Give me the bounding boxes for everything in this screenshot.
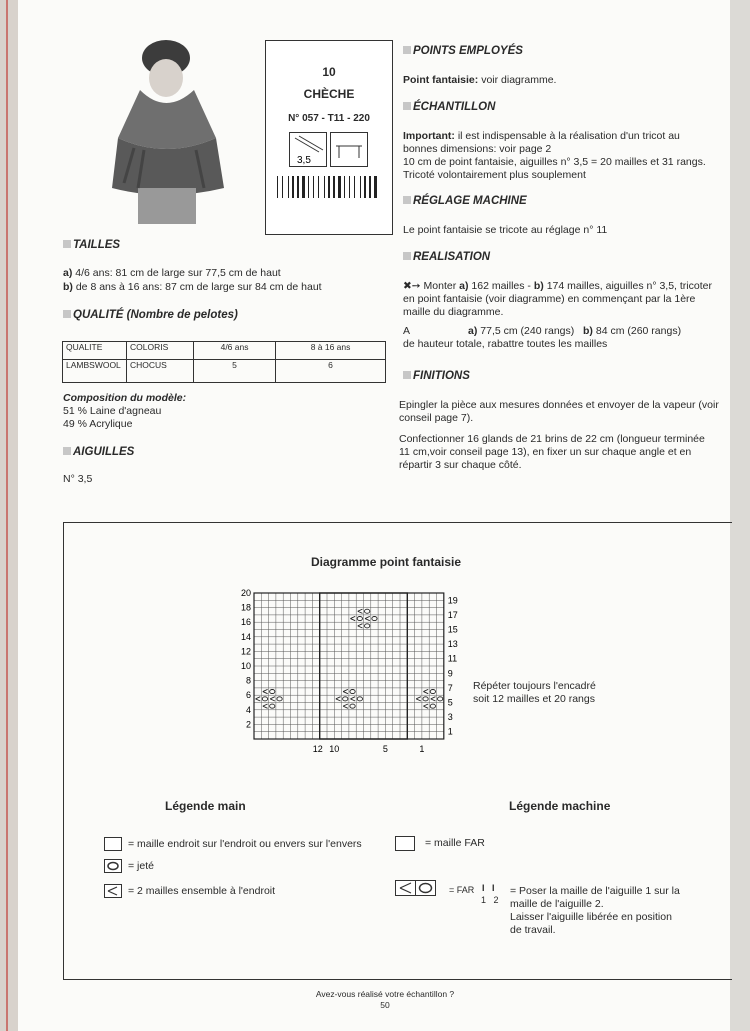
table-header: QUALITE <box>63 342 127 360</box>
yarn-over-mark <box>365 624 370 628</box>
row-label: 8 <box>245 675 251 686</box>
row-label: 18 <box>240 602 251 613</box>
diagram-note: soit 12 mailles et 20 rangs <box>473 693 595 705</box>
decrease-mark <box>358 609 363 613</box>
row-label: 6 <box>245 690 251 701</box>
yarn-over-mark <box>365 609 370 613</box>
tailles-b: b) de 8 ans à 16 ans: 87 cm de large sur 84 cm de haut <box>63 281 322 293</box>
row-label: 19 <box>447 595 458 606</box>
legend-main-item: = maille endroit sur l'endroit ou envers sur l'envers <box>128 838 362 850</box>
reglage-text: Le point fantaisie se tricote au réglage n° 11 <box>403 224 608 236</box>
row-label: 7 <box>447 682 453 693</box>
yarn-over-mark <box>438 697 443 701</box>
yarn-over-mark <box>270 704 275 708</box>
decrease-mark <box>416 697 421 701</box>
pattern-reference: N° 057 - T11 - 220 <box>288 113 370 124</box>
barcode <box>275 176 383 198</box>
table-cell: CHOCUS <box>127 360 194 383</box>
row-label: 12 <box>240 646 251 657</box>
col-label: 10 <box>329 744 340 754</box>
yarn-over-mark <box>430 704 435 708</box>
yarn-over-mark <box>430 690 435 694</box>
pattern-title: CHÈCHE <box>303 87 355 101</box>
row-label: 14 <box>240 631 251 642</box>
col-label: 5 <box>382 744 388 754</box>
diagram-title: Diagramme point fantaisie <box>311 555 462 569</box>
decrease-mark <box>358 624 363 628</box>
footer-note: Avez-vous réalisé votre échantillon ? <box>315 989 455 999</box>
qualite-heading: QUALITÉ (Nombre de pelotes) <box>63 309 238 321</box>
finitions-text: Epingler la pièce aux mesures données et envoyer de la vapeur (voir conseil page 7). Confectionner 16 glands de 21 brins de 22 cm (longueur terminée 11 cm,voir conseil page 13), en fixer un sur chaque angle et en répartir 3 sur chaque côté. <box>399 399 719 471</box>
finitions-heading: FINITIONS <box>403 370 470 382</box>
yarn-over-mark <box>423 697 428 701</box>
reglage-heading: RÉGLAGE MACHINE <box>403 195 527 207</box>
binding-red-line <box>6 0 8 1031</box>
row-label: 3 <box>447 712 453 723</box>
legend-main-item: = jeté <box>128 860 154 872</box>
yarn-table <box>62 341 386 383</box>
decrease-mark <box>256 697 261 701</box>
row-label: 11 <box>447 653 458 664</box>
echantillon-heading: ÉCHANTILLON <box>403 101 495 113</box>
needle-numbers: 1 2 <box>481 895 499 905</box>
aiguilles-value: N° 3,5 <box>63 473 93 485</box>
decrease-mark <box>365 616 370 620</box>
yarn-over-mark <box>262 697 267 701</box>
row-label: 15 <box>447 624 458 635</box>
table-header: 8 à 16 ans <box>276 342 386 360</box>
decrease-mark <box>343 704 348 708</box>
needle-info-icon <box>289 132 369 168</box>
yarn-over-mark <box>277 697 282 701</box>
row-label: 9 <box>447 668 453 679</box>
page-binding-edge <box>0 0 18 1031</box>
needle-size: 3,5 <box>297 155 311 166</box>
legend-main-title: Légende main <box>165 799 246 813</box>
table-header: 4/6 ans <box>194 342 276 360</box>
legend-machine-item: = maille FAR <box>425 837 485 849</box>
echantillon-text: Important: il est indispensable à la réalisation d'un tricot au bonnes dimensions: voir page 2 10 cm de point fantaisie, aiguilles n° 3,5 = 20 mailles et 31 rangs. Tricoté volontairement plus souplement <box>403 130 706 181</box>
next-page-edge <box>730 0 750 1031</box>
points-heading: POINTS EMPLOYÉS <box>403 45 523 57</box>
yarn-over-mark <box>270 690 275 694</box>
row-label: 10 <box>240 661 251 671</box>
page-number: 50 <box>380 1000 390 1010</box>
needle-mark: I I <box>482 883 495 893</box>
realisation-heading: REALISATION <box>403 251 490 263</box>
composition-heading: Composition du modèle: <box>63 392 187 404</box>
yarn-over-mark <box>343 697 348 701</box>
realisation-text: ✖➙ Monter a) 162 mailles - b) 174 mailles, aiguilles n° 3,5, tricoter en point fantaisie (voir diagramme) en commençant par la 1ère maille du diagramme. A a) 77,5 cm (240 rangs) b) 84 cm (260 rangs) de hauteur totale, rabattre toutes les mailles <box>403 280 712 350</box>
yarn-over-icon <box>104 859 122 873</box>
yarn-over-mark <box>372 617 377 621</box>
decrease-mark <box>431 697 436 701</box>
tailles-a: a) 4/6 ans: 81 cm de large sur 77,5 cm de haut <box>63 267 281 279</box>
row-label: 1 <box>447 726 453 737</box>
far-stitch-symbol <box>395 836 415 851</box>
row-label: 16 <box>240 617 251 628</box>
table-header: COLORIS <box>127 342 194 360</box>
decrease-mark <box>336 697 341 701</box>
yarn-over-mark <box>350 690 355 694</box>
col-label: 12 <box>312 744 323 754</box>
model-photo <box>104 38 244 228</box>
decrease-mark <box>423 689 428 693</box>
diagram-note: Répéter toujours l'encadré <box>473 680 596 692</box>
col-label: 1 <box>419 744 425 754</box>
decrease-mark <box>350 616 355 620</box>
legend-machine-desc: = Poser la maille de l'aiguille 1 sur la maille de l'aiguille 2. Laisser l'aiguille libérée en position de travail. <box>510 885 680 936</box>
table-cell: 6 <box>276 360 386 383</box>
row-label: 20 <box>240 588 251 598</box>
pattern-number: 10 <box>322 65 336 79</box>
decrease-mark <box>343 689 348 693</box>
decrease-mark <box>263 704 268 708</box>
row-label: 2 <box>245 719 251 730</box>
row-label: 5 <box>447 697 453 708</box>
table-cell: 5 <box>194 360 276 383</box>
k2tog-icon <box>104 884 122 898</box>
legend-machine-title: Légende machine <box>509 799 611 813</box>
table-cell: LAMBSWOOL <box>63 360 127 383</box>
decrease-mark <box>423 704 428 708</box>
composition-line: 51 % Laine d'agneau <box>63 405 162 417</box>
knit-stitch-symbol <box>104 837 122 851</box>
decrease-mark <box>350 697 355 701</box>
legend-main-item: = 2 mailles ensemble à l'endroit <box>128 885 276 897</box>
aiguilles-heading: AIGUILLES <box>63 446 134 458</box>
row-label: 4 <box>245 704 251 715</box>
transfer-symbol-icon <box>395 880 437 896</box>
row-label: 17 <box>447 609 458 620</box>
yarn-over-mark <box>357 617 362 621</box>
yarn-over-mark <box>357 697 362 701</box>
far-label: = FAR <box>449 885 475 895</box>
decrease-mark <box>270 697 275 701</box>
stitch-chart <box>230 585 470 755</box>
tailles-heading: TAILLES <box>63 239 120 251</box>
points-text: Point fantaisie: voir diagramme. <box>403 74 557 86</box>
yarn-over-mark <box>350 704 355 708</box>
composition-line: 49 % Acrylique <box>63 418 133 430</box>
pattern-card <box>265 40 393 235</box>
row-label: 13 <box>447 639 458 650</box>
decrease-mark <box>263 689 268 693</box>
